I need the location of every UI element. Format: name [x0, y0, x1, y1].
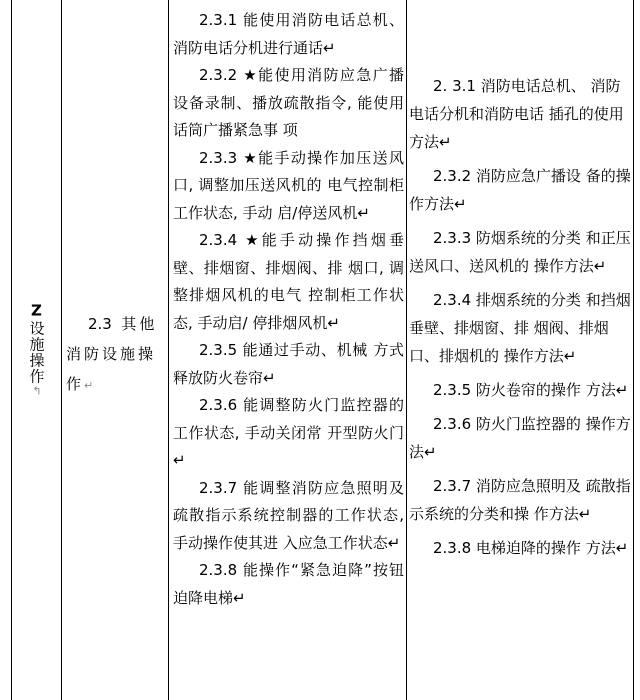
- skill-item: 2.3.5 能通过手动、机械 方式释放防火卷帘↵: [173, 341, 404, 387]
- knowledge-item: 2.3.7 消防应急照明及 疏散指示系统的分类和操 作方法↵: [409, 477, 631, 523]
- return-mark: ↰: [30, 384, 44, 399]
- category-label: [29, 302, 45, 399]
- section-number: 2.3: [88, 315, 112, 333]
- skill-item: 2.3.2 ★能使用消防应急广播设备录制、播放疏散指令, 能使用话筒广播紧急事 项: [173, 66, 404, 139]
- category-text: 设施操作: [27, 320, 46, 385]
- return-mark: ↵: [84, 379, 94, 392]
- skills-cell: [169, 0, 406, 700]
- knowledge-item: 2.3.4 排烟系统的分类 和挡烟垂壁、排烟窗、排 烟阀、排烟口、排烟机的 操作方法↵: [409, 291, 631, 365]
- knowledge-item: 2.3.5 防火卷帘的操作 方法↵: [433, 381, 629, 399]
- skill-item: 2.3.1 能使用消防电话总机、消防电话分机进行通话↵: [173, 11, 404, 57]
- knowledge-item: 2. 3.1 消防电话总机、 消防电话分机和消防电话 插孔的使用方法↵: [409, 77, 624, 151]
- knowledge-item: 2.3.8 电梯迫降的操作 方法↵: [433, 539, 629, 557]
- category-code: Z: [27, 301, 46, 321]
- category-cell: [12, 0, 61, 700]
- knowledge-item: 2.3.3 防烟系统的分类 和正压送风口、送风机的 操作方法↵: [409, 229, 631, 275]
- knowledge-item: 2.3.6 防火门监控器的 操作方法↵: [409, 415, 631, 461]
- section-title: 其他消防设施操作: [66, 315, 158, 393]
- skill-item: 2.3.7 能调整消防应急照明及疏散指示系统控制器的工作状态, 手动操作使其进 入应急工作状态↵: [173, 478, 404, 552]
- knowledge-item: 2.3.2 消防应急广播设 备的操作方法↵: [409, 167, 631, 213]
- section-label: [66, 309, 166, 401]
- knowledge-cell: [407, 0, 633, 700]
- skill-item: 2.3.3 ★能手动操作加压送风口, 调整加压送风机的 电气控制柜工作状态, 手动 启/停送风机↵: [173, 148, 404, 222]
- table-border-right: [633, 0, 634, 700]
- section-cell: [62, 0, 168, 700]
- skill-item: 2.3.8 能操作“紧急迫降”按钮迫降电梯↵: [173, 561, 404, 607]
- skill-item: 2.3.4 ★能手动操作挡烟垂壁、排烟窗、排烟阀、排 烟口, 调整排烟风机的电气 控制柜工作状态, 手动启/ 停排烟风机↵: [173, 231, 404, 332]
- skill-item: 2.3.6 能调整防火门监控器的工作状态, 手动关闭常 开型防火门↵: [173, 396, 404, 469]
